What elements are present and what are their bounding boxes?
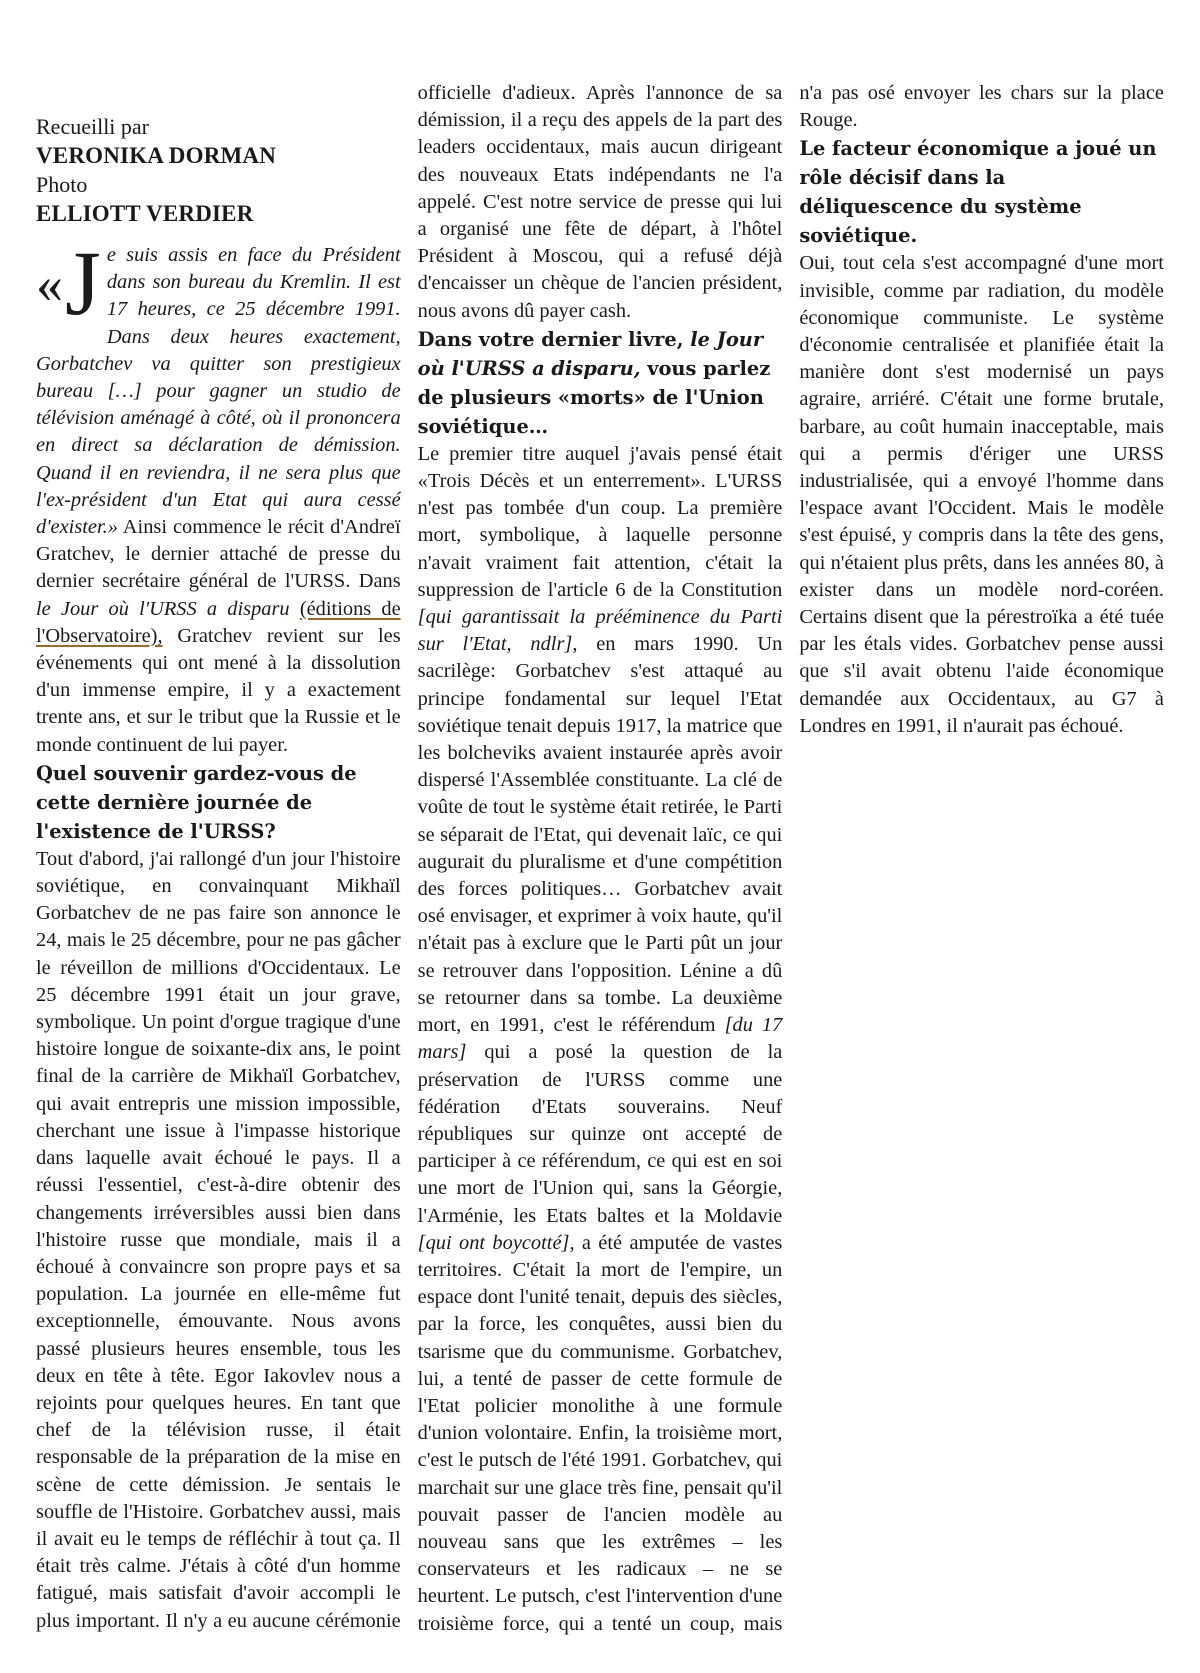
interview-label-flow: Recueilli par <box>36 114 150 139</box>
publisher-link-flow[interactable]: (éditions de l'Observatoire), <box>36 597 401 647</box>
intro-paragraph-flow <box>36 232 401 759</box>
answer-2-bracket-1-flow: [qui garantissait la prééminence du Parti sur l'Etat, ndlr] <box>417 606 783 656</box>
drop-cap-letter-flow: J <box>65 232 101 334</box>
answer-3-flow: Oui, tout cela s'est accompagné d'une mort invisible, comme par radiation, du modèle économique communiste. Le système d'économie centralisée et planifiée était la manière dont s'est modernisé un pays agraire, arriéré. C'était une forme brutale, barbare, au coût humain inacceptable, mais qui a permis d'ériger une URSS industrialisée, qui a envoyé l'homme dans l'espace avant l'Occident. Mais le modèle s'est épuisé, y compris dans la tête des gens, qui n'étaient plus prêts, dans les années 80, à exister dans un modèle nord-coréen. Certains disent que la pérestroïka a été tuée par les étals vides. Gorbatchev pense aussi que s'il avait obtenu l'aide économique demandée aux Occidentaux, au G7 à Londres en 1991, il n'aurait pas échoué. <box>799 252 1164 737</box>
question-1-flow: Quel souvenir gardez-vous de cette dernière journée de l'existence de l'URSS? <box>36 761 357 843</box>
question-2-title-flow: le Jour où l'URSS a disparu, <box>417 327 764 380</box>
photographer-name-flow: ELLIOTT VERDIER <box>36 201 254 226</box>
question-2-text-end-flow: vous parlez de plusieurs «morts» de l'Union soviétique… <box>417 356 771 438</box>
byline-flow <box>36 112 401 228</box>
answer-1-flow: Tout d'abord, j'ai rallongé d'un jour l'histoire soviétique, en convainquant Mikhaïl Gorbatchev de ne pas faire son annonce le 24, mais le 25 décembre, pour ne pas gâcher le réveillon de millions d'Occidentaux. Le 25 décembre 1991 était un jour grave, symbolique. Un point d'orgue tragique d'une histoire longue de soixante-dix ans, le point final de la carrière de Mikhaïl Gorbatchev, qui avait entrepris une mission impossible, cherchant une issue à l'impasse historique dans laquelle avait échoué le pays. Il a réussi l'essentiel, c'est-à-dire obtenir des changements irréversibles aussi bien dans l'histoire russe que mondiale, mais il a échoué à convaincre son propre pays et sa population. La journée en elle-même fut exceptionnelle, émouvante. Nous avons passé plusieurs heures ensemble, tous les deux en tête à tête. Egor Iakovlev nous a rejoints pour quelques heures. En tant que chef de la télévision russe, il était responsable de la préparation de la mise en scène de cette démission. Je sentais le souffle de l'Histoire. Gorbatchev aussi, mais il avait eu le temps de réfléchir à tout ça. Il était très calme. J'étais à côté d'un homme fatigué, mais satisfait d'avoir accompli le plus important. Il n'y a eu aucune cérémonie officielle d'adieux. Après l'annonce de sa démission, il a reçu des appels de la part des leaders occidentaux, mais aucun dirigeant des nouveaux Etats indépendants ne l'a appelé. C'est notre service de presse qui lui a organisé une fête de départ, à l'hôtel Président à Moscou, qui a refusé déjà d'encaisser un chèque de l'ancien président, nous avons dû payer cash. <box>36 82 783 1632</box>
interviewer-name-flow: VERONIKA DORMAN <box>36 143 277 168</box>
intro-text-flow: Ainsi commence le récit d'Andreï Gratchev, le dernier attaché de presse du dernier secrétaire général de l'URSS. Dans <box>36 516 401 593</box>
intro-text-end-flow: Gratchev revient sur les événements qui ont mené à la dissolution d'un immense empire, il y a exactement trente ans, et sur le tribut que la Russie et le monde continuent de lui payer. <box>36 624 401 756</box>
answer-2-part-2-flow: , en mars 1990. Un sacrilège: Gorbatchev s'est attaqué au principe fondamental sur lequel l'Etat soviétique tenait depuis 1917, la matrice que les bolcheviks avaient instaurée après avoir dispersé l'Assemblée constituante. La clé de voûte de tout le système était retirée, le Parti se séparait de l'Etat, qui devenait laïc, ce qui augurait du pluralisme et d'une compétition des forces politiques… Gorbatchev avait osé envisager, et exprimer à voix haute, qu'il n'était pas à exclure que le Parti pût un jour se retrouver dans l'opposition. Lénine a dû se retourner dans sa tombe. La deuxième mort, en 1991, c'est le référendum <box>417 633 783 1037</box>
book-title-flow: le Jour où l'URSS a disparu <box>36 597 290 620</box>
answer-2-part-1-flow: Le premier titre auquel j'avais pensé était «Trois Décès et un enterrement». L'URSS n'est pas tombée d'un coup. La première mort, symbolique, à laquelle personne n'avait vraiment fait attention, c'était la suppression de l'article 6 de la Constitution <box>417 442 783 601</box>
answer-2-bracket-3-flow: [qui ont boycotté] <box>417 1231 570 1254</box>
answer-2-bracket-2-flow: [du 17 mars] <box>417 1014 783 1064</box>
drop-cap-flow <box>36 232 101 334</box>
question-2-text-flow: Dans votre dernier livre, <box>417 327 691 351</box>
answer-2-part-4-flow: , a été amputée de vastes territoires. C'était la mort de l'empire, un espace dont l'unité tenait, depuis des siècles, par la force, les conquêtes, aussi bien du tsarisme que du communisme. Gorbatchev, lui, a tenté de passer de cette formule de l'Etat policier monolithe à une formule d'union volontaire. Enfin, la troisième mort, c'est le putsch de l'été 1991. Gorbatchev, qui marchait sur une glace très fine, pensait qu'il pouvait passer de l'ancien modèle au nouveau sans que les extrêmes – les conservateurs et les radicaux – ne se heurtent. Le putsch, c'est l'intervention d'une troisième force, qui a tenté un coup, mais n'a pas osé envoyer les chars sur la place Rouge. <box>417 82 1164 1635</box>
answer-2-part-3-flow: qui a posé la question de la préservation de l'URSS comme une fédération d'Etats souverains. Neuf républiques sur quinze ont accepté de participer à ce référendum, ce qui est en soi une mort de l'Union qui, sans la Géorgie, l'Arménie, les Etats baltes et la Moldavie <box>417 1041 783 1227</box>
article-body <box>36 80 1164 1655</box>
photo-label-flow: Photo <box>36 172 88 197</box>
question-2-flow <box>418 325 783 441</box>
question-3-flow: Le facteur économique a joué un rôle décisif dans la déliquescence du système soviétique. <box>799 137 1157 248</box>
intro-quote-flow: e suis assis en face du Président dans son bureau du Kremlin. Il est 17 heures, ce 25 décembre 1991. Dans deux heures exactement, Gorbatchev va quitter son prestigieux bureau […] pour gagner un studio de télévision aménagé à côté, où il prononcera en direct sa déclaration de démission. Quand il en reviendra, il ne sera plus que l'ex-président d'un Etat qui aura cessé d'exister.» <box>36 244 401 539</box>
opening-guillemet-flow: « <box>36 254 63 314</box>
